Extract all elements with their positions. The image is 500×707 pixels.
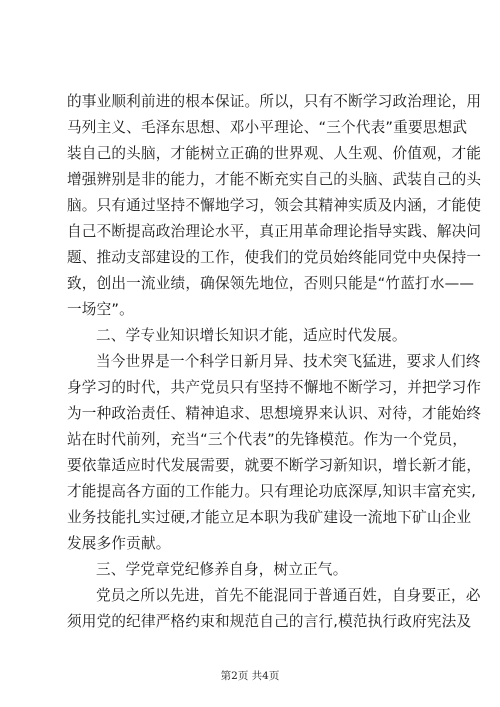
text-line: 须用党的纪律严格约束和规范自己的言行,模范执行政府宪法及 [67,613,472,630]
section-heading: 二、学专业知识增长知识才能，适应时代发展。 [96,327,407,344]
text-line: 增强辨别是非的能力，才能不断充实自己的头脑、武装自己的头 [67,171,482,188]
text-line: 致，创出一流业绩，确保领先地位，否则只能是“竹蓝打水—— [67,275,475,292]
section-heading: 三、学党章党纪修养自身，树立正气。 [96,561,348,578]
text-line: 脑。只有通过坚持不懈地学习，领会其精神实质及内涵，才能使 [67,197,482,214]
page-number: 第2页 共4页 [220,670,280,682]
text-line: 才能提高各方面的工作能力。只有理论功底深厚,知识丰富充实, [67,483,477,500]
text-line: 为一种政治责任、精神追求、思想境界来认识、对待，才能始终 [67,405,482,422]
text-line: 党员之所以先进，首先不能混同于普通百姓，自身要正，必 [96,587,481,604]
text-line: 发展多作贡献。 [67,535,171,552]
text-line: 马列主义、毛泽东思想、邓小平理论、“三个代表”重要思想武 [67,119,468,136]
text-line: 业务技能扎实过硬,才能立足本职为我矿建设一流地下矿山企业 [67,509,472,526]
text-line: 站在时代前列，充当“三个代表”的先锋模范。作为一个党员， [67,431,468,448]
text-line: 身学习的时代，共产党员只有坚持不懈地不断学习，并把学习作 [67,379,482,396]
text-line: 题、推动支部建设的工作，使我们的党员始终能同党中央保持一 [67,249,482,266]
text-line: 的事业顺利前进的根本保证。所以，只有不断学习政治理论，用 [67,93,482,110]
text-line: 装自己的头脑，才能树立正确的世界观、人生观、价值观，才能 [67,145,482,162]
text-line: 自己不断提高政治理论水平，真正用革命理论指导实践、解决问 [67,223,482,240]
text-line: 当今世界是一个科学日新月异、技术突飞猛进，要求人们终 [96,353,481,370]
text-line: 要依靠适应时代发展需要，就要不断学习新知识，增长新才能， [67,457,482,474]
text-line: 一场空”。 [67,301,134,318]
